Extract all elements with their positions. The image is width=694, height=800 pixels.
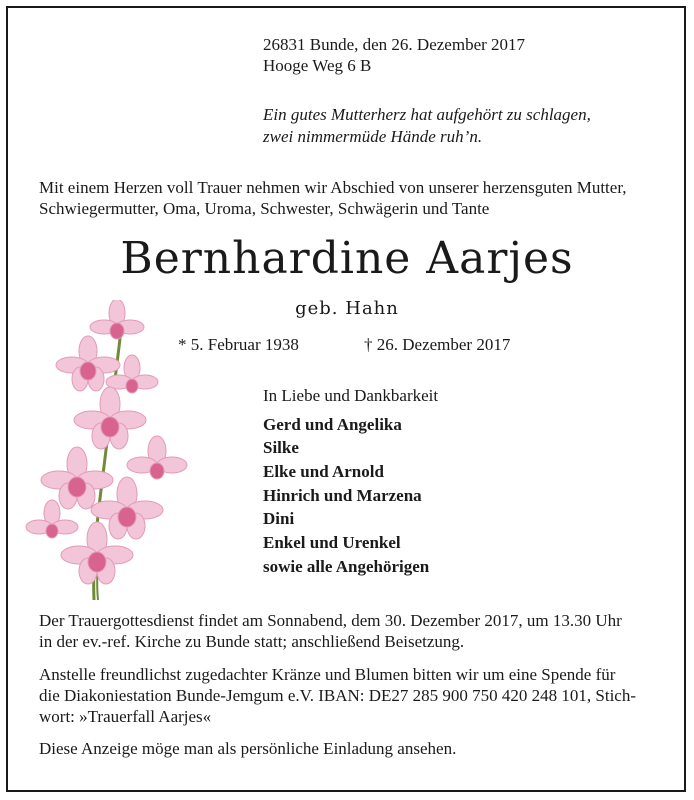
place-date: 26831 Bunde, den 26. Dezember 2017: [263, 35, 526, 54]
deceased-name: Bernhardine Aarjes: [120, 233, 574, 284]
quote-line-1: Ein gutes Mutterherz hat aufgehört zu schlagen,: [263, 105, 591, 124]
mourner-name: Silke: [263, 438, 299, 457]
mourner-name: sowie alle Angehörigen: [263, 557, 430, 576]
mourner-name: Gerd und Angelika: [263, 415, 402, 434]
maiden-name: geb. Hahn: [295, 298, 399, 319]
mourner-name: Hinrich und Marzena: [263, 486, 422, 505]
mourner-name: Elke und Arnold: [263, 462, 384, 481]
birth-date: * 5. Februar 1938: [178, 335, 299, 354]
donation-line-1: Anstelle freundlichst zugedachter Kränze und Blumen bitten wir um eine Spende für: [39, 665, 616, 684]
service-line-2: in der ev.-ref. Kirche zu Bunde statt; anschließend Beisetzung.: [39, 632, 465, 651]
orchid-flower-image: [22, 300, 192, 605]
mourner-name: Enkel und Urenkel: [263, 533, 401, 552]
donation-line-3: wort: »Trauerfall Aarjes«: [39, 707, 212, 726]
mourner-name: Dini: [263, 509, 295, 528]
closing-note: Diese Anzeige möge man als persönliche Einladung ansehen.: [39, 739, 457, 758]
service-line-1: Der Trauergottesdienst findet am Sonnabend, dem 30. Dezember 2017, um 13.30 Uhr: [39, 611, 622, 630]
quote-line-2: zwei nimmermüde Hände ruh’n.: [263, 127, 483, 146]
street-address: Hooge Weg 6 B: [263, 56, 372, 75]
death-date: † 26. Dezember 2017: [364, 335, 511, 354]
intro-line-2: Schwiegermutter, Oma, Uroma, Schwester, Schwägerin und Tante: [39, 199, 490, 218]
intro-line-1: Mit einem Herzen voll Trauer nehmen wir Abschied von unserer herzensguten Mutter,: [39, 178, 627, 197]
donation-line-2: die Diakoniestation Bunde-Jemgum e.V. IBAN: DE27 285 900 750 420 248 101, Stich-: [39, 686, 636, 705]
mourners-heading: In Liebe und Dankbarkeit: [263, 386, 439, 405]
